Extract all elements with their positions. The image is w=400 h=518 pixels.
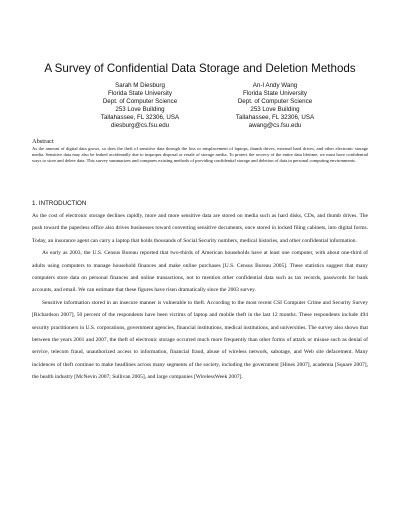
paragraph: Sensitive information stored in an insecure manner is vulnerable to theft. According to the most recent CSI Computer Crime and Security Survey [Richardson 2007], 50 percent of the respondents have been victims of laptop and mobile theft in the last 12 months. These respondents include 494 security practitioners in U.S. corporations, government agencies, financial institutions, medical institutions, and universities. The survey also shows that between the years 2001 and 2007, the theft of electronic storage occurred much more frequently than other forms of attack or misuse such as denial of service, telecom fraud, unauthorized access to information, financial fraud, abuse of wireless network, sabotage, and Web site defacement. Many incidences of theft continue to make headlines across many segments of the society, including the government [Hines 2007], academia [Square 2007], the health industry [McNevin 2007; Sullivan 2005], and large companies [WirelessWeek 2007]. xyxy=(32,299,368,381)
author-block-2 xyxy=(205,82,345,129)
author-block-1 xyxy=(70,82,210,129)
section-heading: 1. INTRODUCTION xyxy=(32,200,87,207)
author-email: diesburg@cs.fsu.edu xyxy=(110,121,170,129)
author-department: Dept. of Computer Science xyxy=(237,97,313,105)
author-name: Sarah M Diesburg xyxy=(115,82,165,89)
author-city: Tallahassee, FL 32306, USA xyxy=(235,113,315,121)
body-text xyxy=(32,210,368,384)
author-university: Florida State University xyxy=(243,89,307,97)
abstract-text: As the amount of digital data grows, so does the theft of sensitive data through the loss or misplacement of laptops, thumb drives, external hard drives, and other electronic storage media. Sensitive data may also be leaked accidentally due to improper disposal or resale of storage media. To protect the secrecy of the entire data lifetime, we must have confidential ways to store and delete data. This survey summarizes and compares existing methods of providing confidential storage and deletion of data in personal computing environments. xyxy=(32,145,368,163)
author-address: 253 Love Building xyxy=(250,105,300,113)
abstract-heading: Abstract xyxy=(32,138,54,145)
author-department: Dept. of Computer Science xyxy=(102,97,178,105)
paragraph: As the cost of electronic storage declines rapidly, more and more sensitive data are stored on media such as hard disks, CDs, and thumb drives. The push toward the paperless office also drives businesses toward converting sensitive documents, once stored in locked filing cabinets, into digital forms. Today, an insurance agent can carry a laptop that holds thousands of Social Security numbers, medical histories, and other confidential information. xyxy=(32,213,368,244)
author-name: An-I Andy Wang xyxy=(252,82,298,89)
author-email: awang@cs.fsu.edu xyxy=(248,121,302,129)
author-address: 253 Love Building xyxy=(115,105,165,113)
author-city: Tallahassee, FL 32306, USA xyxy=(100,113,180,121)
paper-title: A Survey of Confidential Data Storage and Deletion Methods xyxy=(44,62,356,75)
author-university: Florida State University xyxy=(108,89,172,97)
paragraph: As early as 2003, the U.S. Census Bureau reported that two-thirds of American households have at least one computer, with about one-third of adults using computers to manage household finances and make online purchases [U.S. Census Bureau 2005]. These statistics suggest that many computers store data on personal finances and online transactions, not to mention other confidential data such as tax records, passwords for bank accounts, and email. We can estimate that these figures have risen dramatically since the 2003 survey. xyxy=(32,250,368,294)
